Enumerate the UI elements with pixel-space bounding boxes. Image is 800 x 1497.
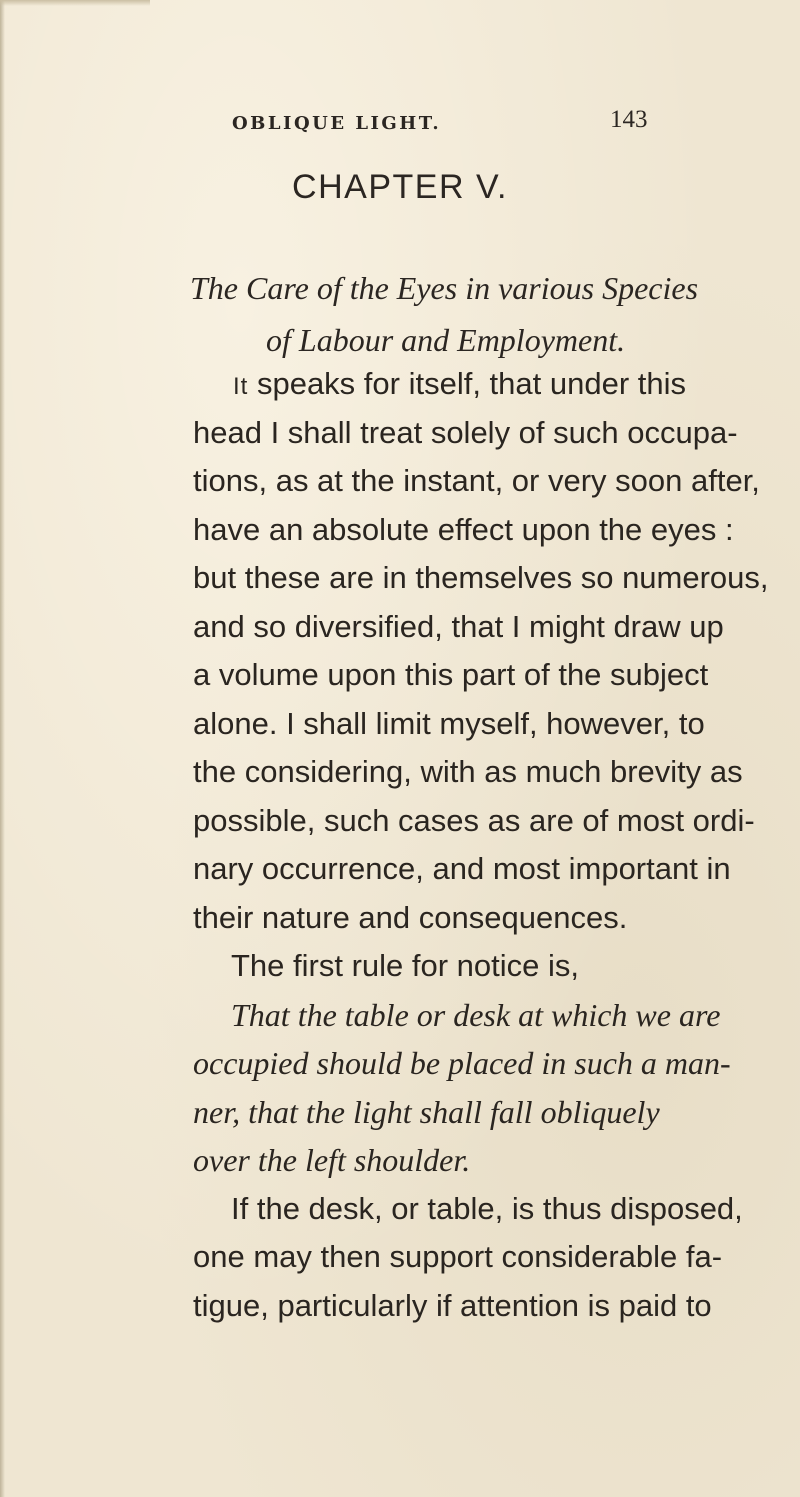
text-line: tigue, particularly if attention is paid to <box>193 1288 712 1323</box>
text-line: The first rule for notice is, <box>231 948 580 983</box>
text-line: their nature and consequences. <box>193 900 628 935</box>
text-line <box>233 366 686 402</box>
text-line: a volume upon this part of the subject <box>193 657 709 692</box>
drop-word: It <box>233 373 249 400</box>
text-line: but these are in themselves so numerous, <box>193 560 769 595</box>
rule-line: over the left shoulder. <box>193 1142 471 1178</box>
text-line: one may then support considerable fa- <box>193 1239 723 1274</box>
text-line: the considering, with as much brevity as <box>193 754 743 789</box>
text-line: If the desk, or table, is thus disposed, <box>231 1191 743 1226</box>
rule-line: occupied should be placed in such a man- <box>193 1045 731 1081</box>
text-line: alone. I shall limit myself, however, to <box>193 706 705 741</box>
rule-line: ner, that the light shall fall obliquely <box>193 1094 660 1130</box>
text-line: and so diversified, that I might draw up <box>193 609 724 644</box>
running-head: OBLIQUE LIGHT. <box>232 113 442 134</box>
text-line: possible, such cases as are of most ordi- <box>193 803 755 838</box>
text-line-rest: speaks for itself, that under this <box>248 366 687 401</box>
chapter-title-line: The Care of the Eyes in various Species <box>190 270 699 306</box>
chapter-heading: CHAPTER V. <box>292 168 508 206</box>
text-line: head I shall treat solely of such occupa- <box>193 415 738 450</box>
chapter-title-line: of Labour and Employment. <box>266 322 626 358</box>
text-line: have an absolute effect upon the eyes : <box>193 512 734 547</box>
page-number: 143 <box>610 106 648 133</box>
text-line: tions, as at the instant, or very soon after, <box>193 463 760 498</box>
text-line: nary occurrence, and most important in <box>193 851 731 886</box>
rule-line: That the table or desk at which we are <box>231 997 721 1033</box>
